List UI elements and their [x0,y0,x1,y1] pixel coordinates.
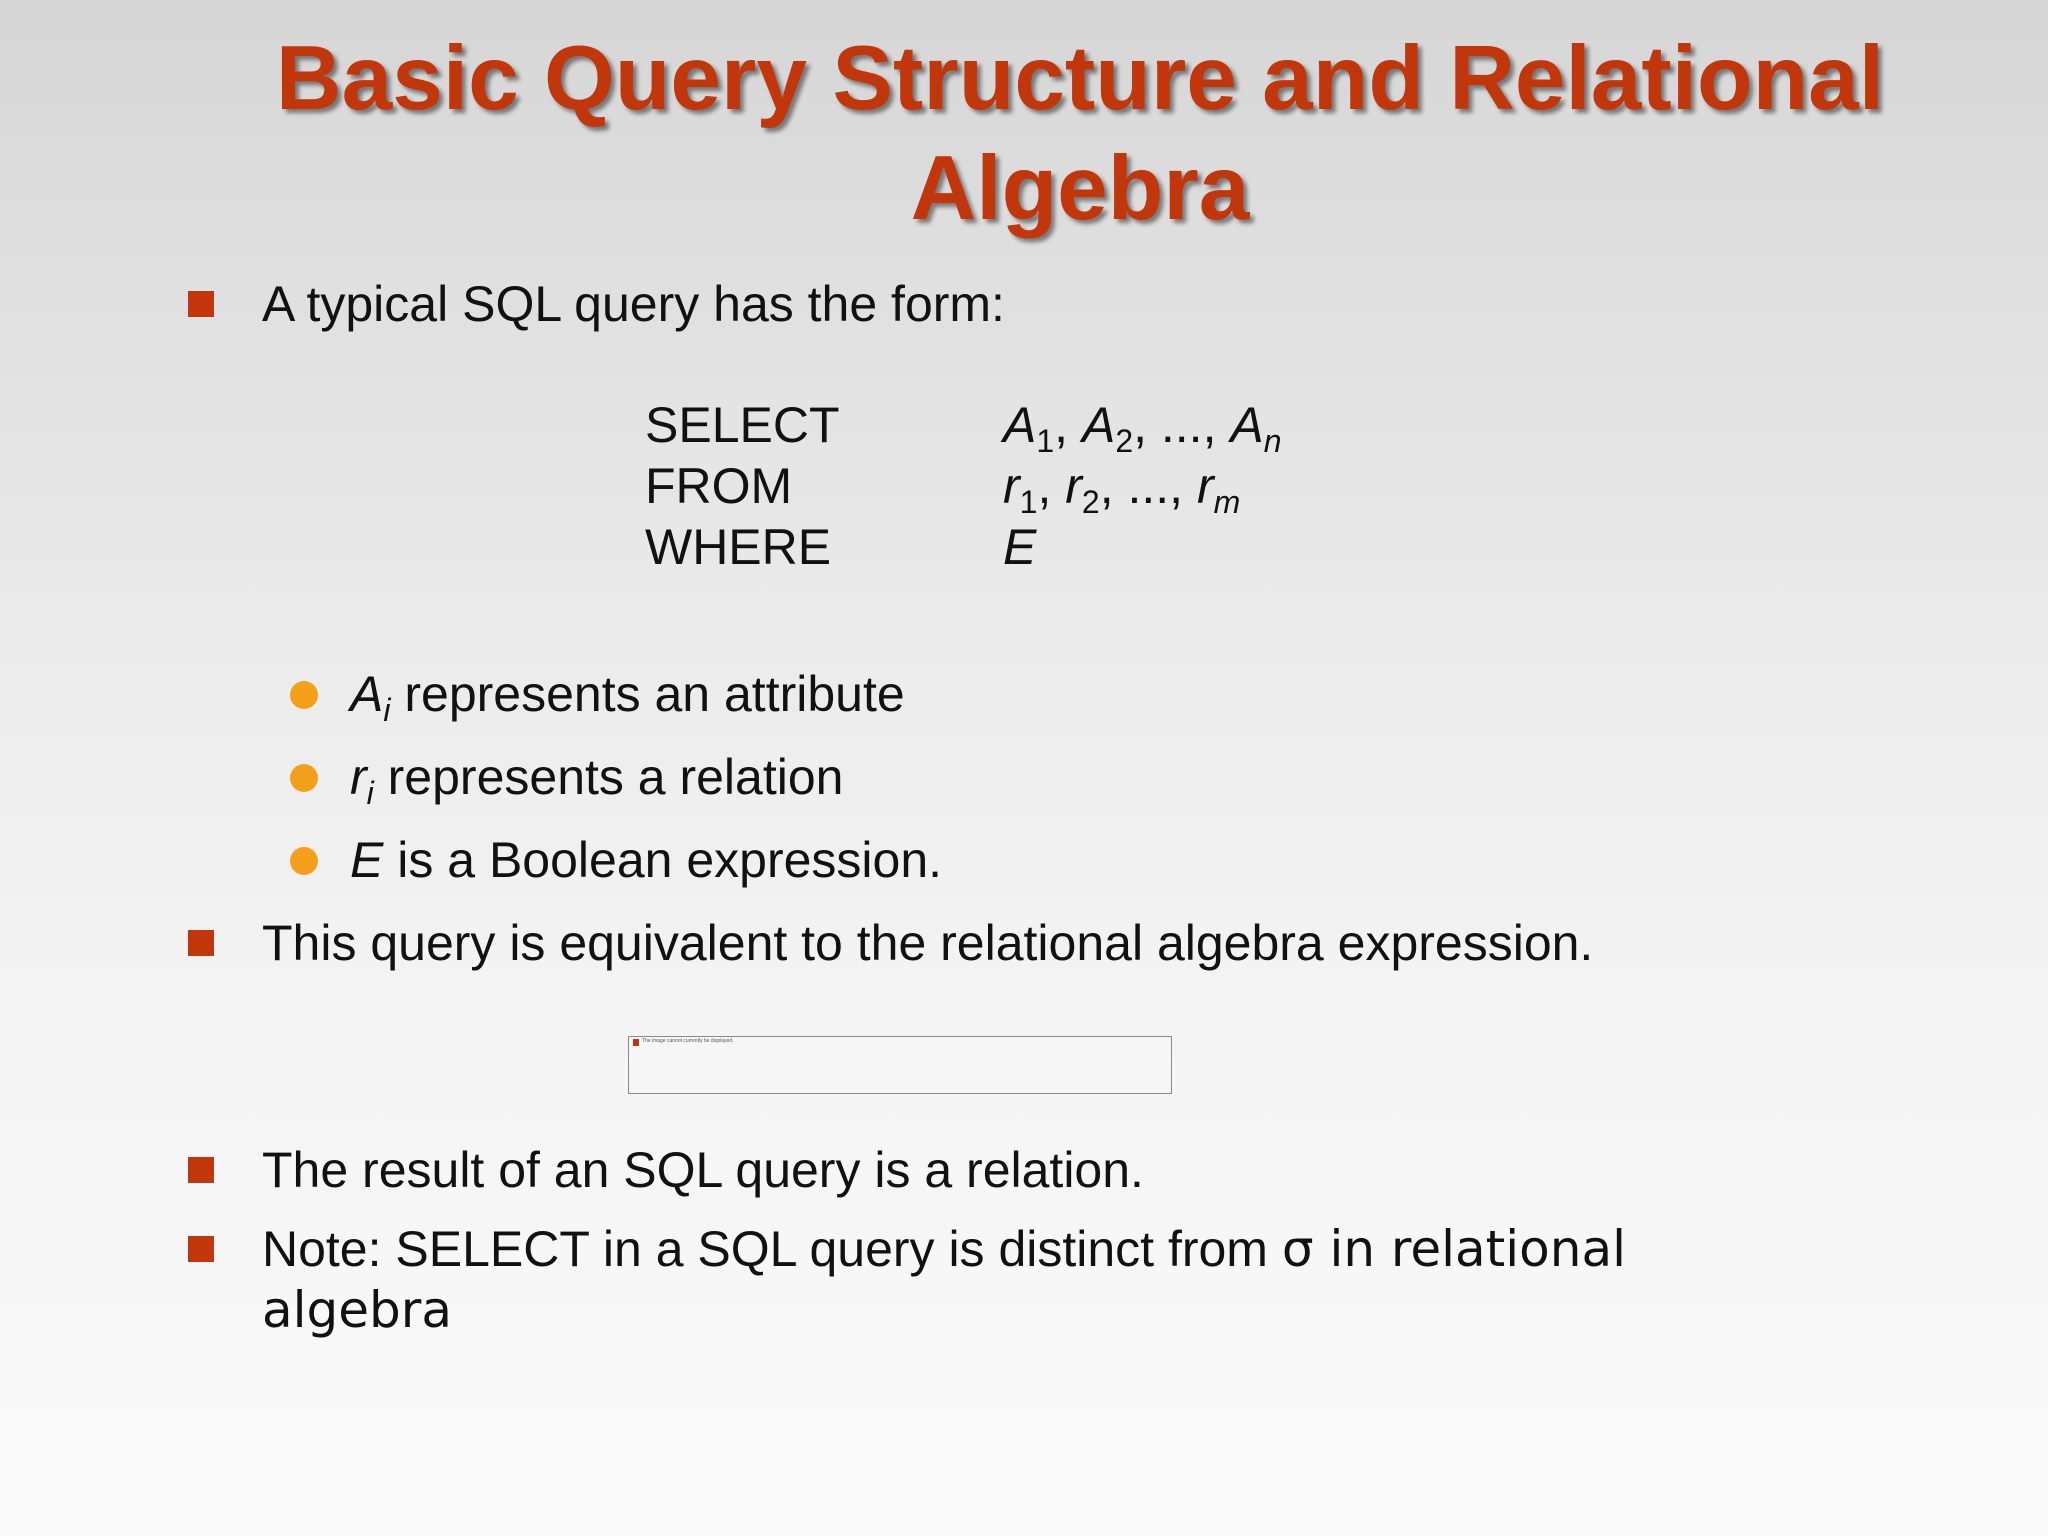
select-keyword: SELECT [645,397,840,453]
where-expression: E [1003,519,1037,575]
broken-image-text: The image cannot currently be displayed. [642,1038,734,1044]
round-bullet-icon [290,764,318,792]
round-bullet-icon [290,847,318,875]
square-bullet-icon [188,930,214,956]
sub-bullet-relation: $r_i$ represents a relation [350,749,844,811]
slide-title-line1: Basic Query Structure and Relational [275,28,1885,129]
sub-bullet-boolean: E is a Boolean expression. [350,832,943,888]
slide-title-line2: Algebra [910,138,1250,239]
square-bullet-icon [188,1236,214,1262]
square-bullet-icon [188,1157,214,1183]
bullet-note-select-line2: algebra [262,1281,452,1339]
round-bullet-icon [290,681,318,709]
square-bullet-icon [188,291,214,317]
query-keywords [645,395,840,578]
where-keyword: WHERE [645,519,832,575]
from-keyword: FROM [645,458,793,514]
select-attributes: $A_1$, $A_2$, ..., $A_n$ [1003,397,1282,459]
bullet-typical-sql: A typical SQL query has the form: [262,276,1005,332]
sub-bullet-attribute: $A_i$ represents an attribute [350,666,905,728]
broken-image-placeholder [628,1036,1172,1094]
query-arguments [1003,395,1282,578]
slide-title [180,24,1980,244]
bullet-equivalent-expression: This query is equivalent to the relational algebra expression. [262,915,1594,971]
from-relations: $r_1$, $r_2$, ..., $r_m$ [1003,458,1241,520]
bullet-note-select: Note: SELECT in a SQL query is distinct from σ in relational [262,1220,1626,1278]
bullet-result-relation: The result of an SQL query is a relation. [262,1142,1144,1198]
broken-image-icon [633,1039,639,1046]
